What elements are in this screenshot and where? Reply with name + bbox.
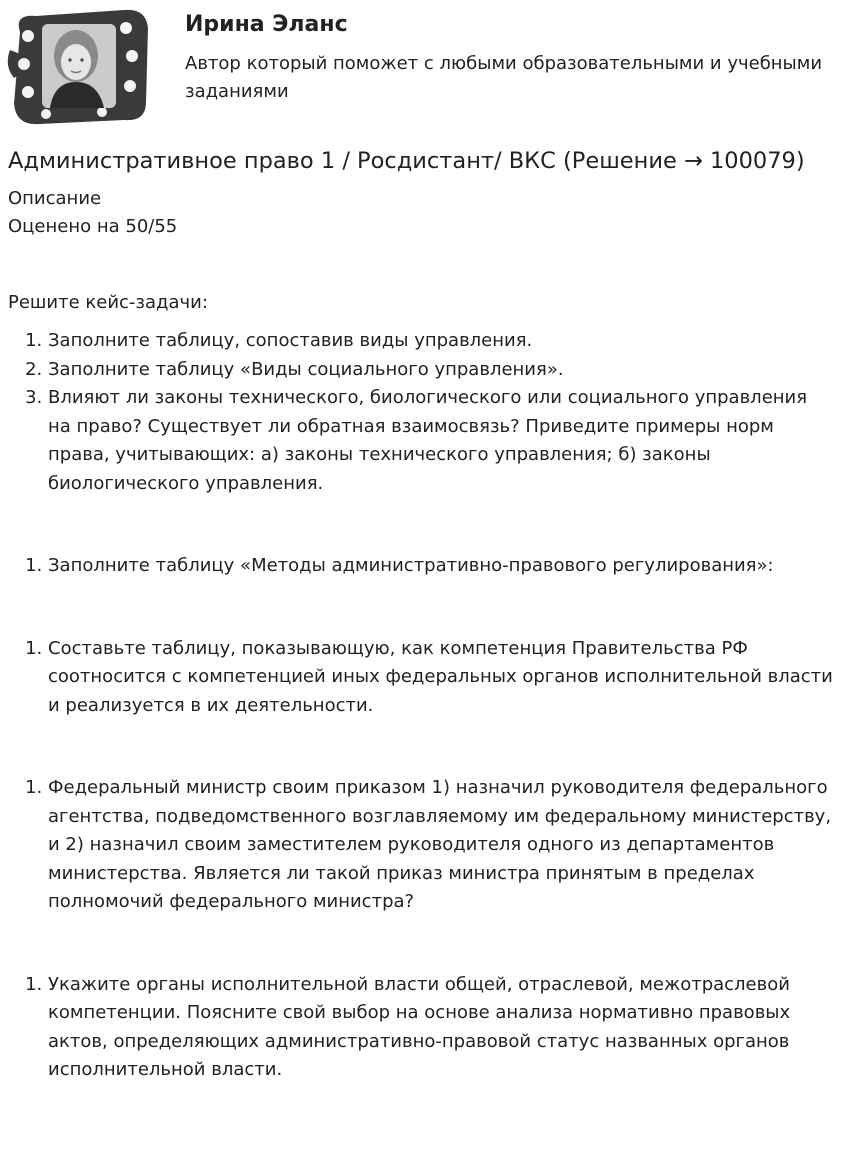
task-list <box>8 971 834 1085</box>
tasks-intro: Решите кейс-задачи: <box>8 292 208 313</box>
author-avatar[interactable] <box>6 6 152 126</box>
description-label: Описание <box>8 188 102 209</box>
list-item: 1. Составьте таблицу, показывающую, как компетенция Правительства РФ соотносится с компетенцией иных федеральных органов исполнительной власти и реализуется в их деятельности. <box>48 635 834 721</box>
task-list <box>8 327 834 498</box>
grade-text: Оценено на 50/55 <box>8 216 178 237</box>
page-title: Административное право 1 / Росдистант/ ВКС (Решение → 100079) <box>8 148 805 174</box>
author-description: Автор который поможет с любыми образовательными и учебными заданиями <box>185 53 823 102</box>
list-item: 1. Заполните таблицу «Методы административно-правового регулирования»: <box>48 552 834 581</box>
list-item: 1. Заполните таблицу, сопоставив виды управления. <box>48 327 834 356</box>
list-item: 3. Влияют ли законы технического, биологического или социального управления на право? Существует ли обратная взаимосвязь? Приведите примеры норм права, учитывающих: а) законы технического управления; б) законы биологического управления. <box>48 384 834 498</box>
task-list <box>8 552 834 581</box>
task-list <box>8 774 834 917</box>
film-frame-avatar-icon <box>6 6 152 126</box>
main-content <box>8 146 834 1085</box>
list-item: 2. Заполните таблицу «Виды социального управления». <box>48 356 834 385</box>
author-header <box>0 0 847 130</box>
author-name[interactable]: Ирина Эланс <box>185 12 348 37</box>
list-item: 1. Федеральный министр своим приказом 1) назначил руководителя федерального агентства, подведомственного возглавляемому им федеральному министерству, и 2) назначил своим заместителем руководителя одного из департаментов министерства. Является ли такой приказ министра принятым в пределах полномочий федерального министра? <box>48 774 834 917</box>
list-item: 1. Укажите органы исполнительной власти общей, отраслевой, межотраслевой компетенции. Поясните свой выбор на основе анализа нормативно правовых актов, определяющих административно-правовой статус названных органов исполнительной власти. <box>48 971 834 1085</box>
task-list <box>8 635 834 721</box>
